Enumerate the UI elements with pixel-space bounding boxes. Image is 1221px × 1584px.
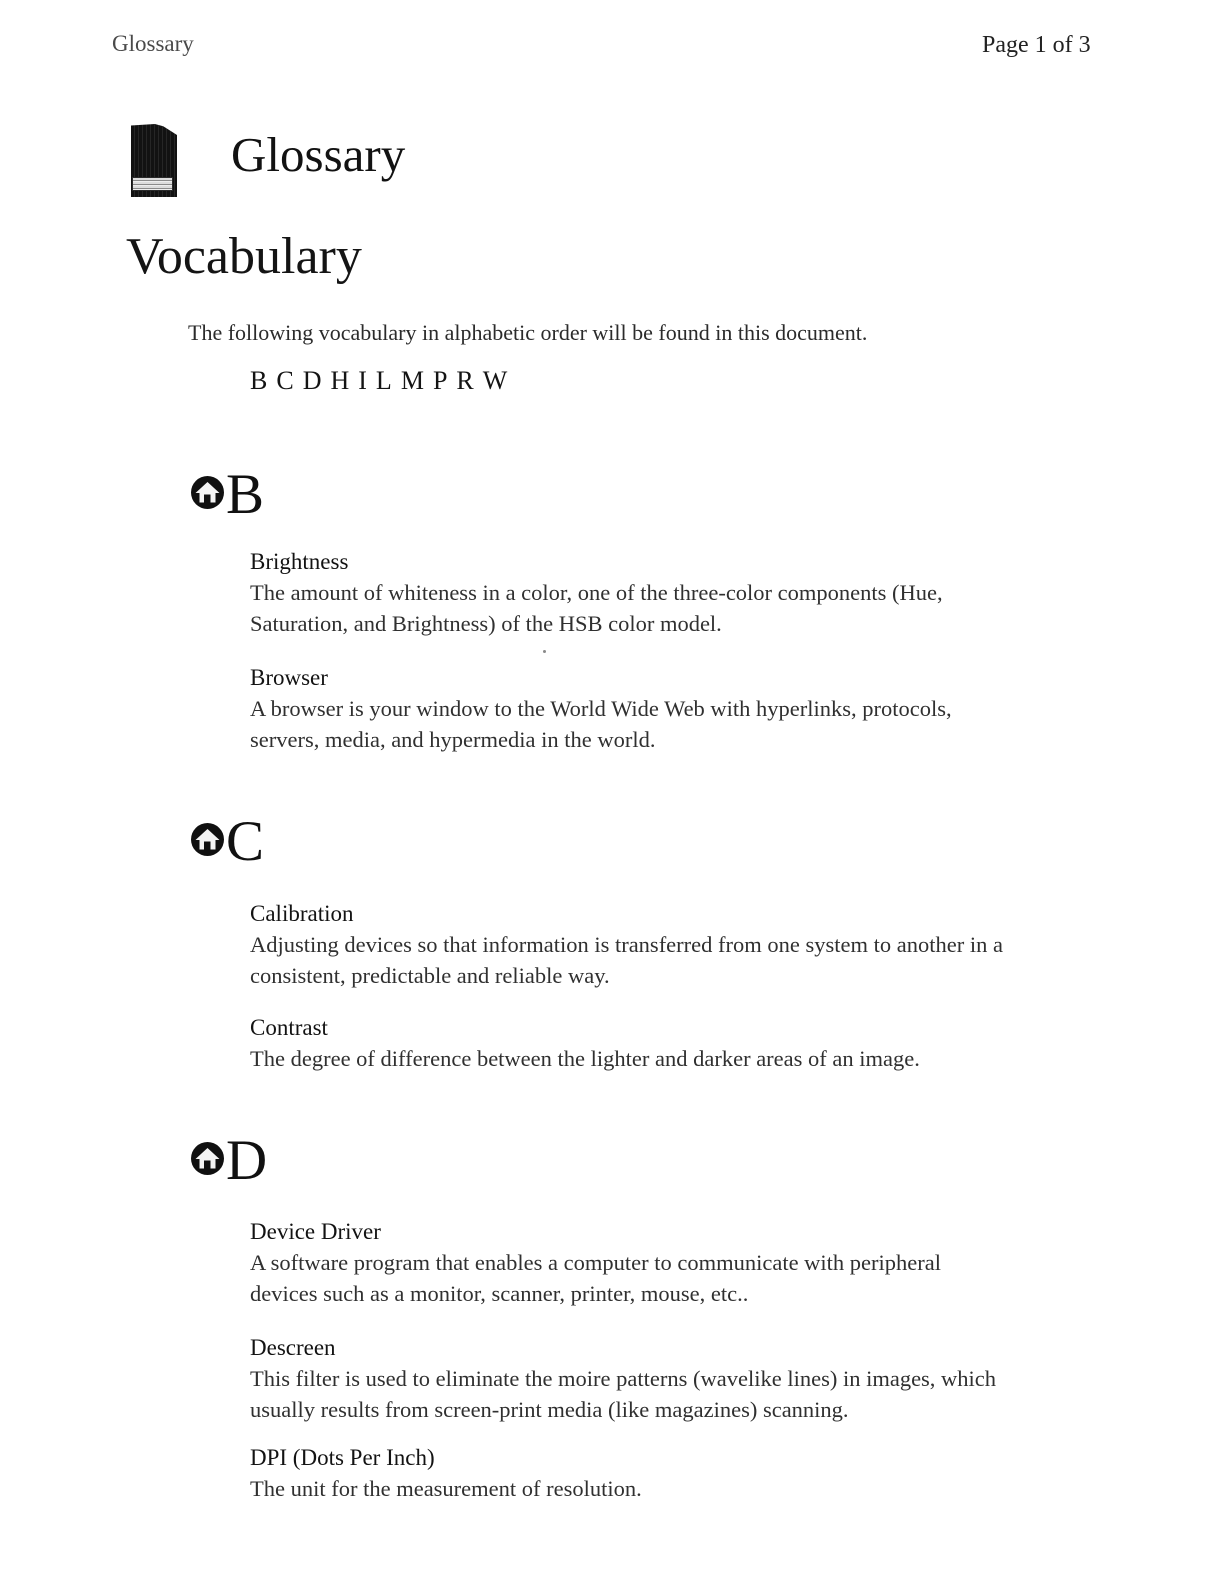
definition-line: A software program that enables a computer to communicate with peripheral: [250, 1250, 942, 1275]
term-label: Device Driver: [250, 1219, 381, 1244]
letter-index-link-w[interactable]: W: [482, 366, 508, 395]
letter-index-link-h[interactable]: H: [330, 366, 350, 395]
letter-index-link-i[interactable]: I: [358, 366, 367, 395]
book-icon: [131, 124, 177, 197]
document-title: Glossary: [231, 127, 406, 182]
letter-index-link-b[interactable]: B: [250, 366, 268, 395]
definition-line: Adjusting devices so that information is transferred from one system to another in a: [250, 932, 1003, 957]
letter-index-link-m[interactable]: M: [400, 366, 424, 395]
glossary-entry: [250, 546, 1025, 639]
glossary-entry: [250, 662, 1025, 755]
definition-line: The unit for the measurement of resolution.: [250, 1476, 642, 1501]
home-icon[interactable]: [190, 475, 225, 510]
definition-line: The amount of whiteness in a color, one of the three-color components (Hue,: [250, 580, 943, 605]
definition-line: devices such as a monitor, scanner, printer, mouse, etc..: [250, 1281, 749, 1306]
glossary-entry: [250, 1332, 1025, 1425]
definition-line: servers, media, and hypermedia in the world.: [250, 727, 656, 752]
section-letter: B: [226, 463, 265, 526]
page-title: Vocabulary: [126, 228, 362, 285]
letter-index-link-c[interactable]: C: [276, 366, 294, 395]
letter-index: [250, 366, 507, 396]
letter-index-link-l[interactable]: L: [375, 366, 392, 395]
letter-index-link-p[interactable]: P: [432, 366, 448, 395]
section-heading-b: [190, 461, 264, 528]
scan-artifact-dot: [543, 650, 546, 653]
home-icon[interactable]: [190, 822, 225, 857]
letter-index-link-d[interactable]: D: [302, 366, 322, 395]
term-label: Brightness: [250, 549, 349, 574]
section-heading-c: [190, 808, 264, 875]
home-icon[interactable]: [190, 1141, 225, 1176]
definition-line: usually results from screen-print media (like magazines) scanning.: [250, 1397, 849, 1422]
book-icon-label-band: [133, 178, 172, 190]
section-heading-d: [190, 1127, 267, 1194]
letter-index-link-r[interactable]: R: [456, 366, 474, 395]
term-label: Contrast: [250, 1015, 328, 1040]
term-label: Calibration: [250, 901, 354, 926]
glossary-entry: [250, 1216, 1025, 1309]
section-letter: C: [226, 810, 265, 873]
definition-line: Saturation, and Brightness) of the HSB color model.: [250, 611, 722, 636]
running-header-title: Glossary: [112, 31, 194, 56]
term-label: Browser: [250, 665, 328, 690]
section-letter: D: [226, 1129, 268, 1192]
definition-line: consistent, predictable and reliable way.: [250, 963, 610, 988]
term-label: Descreen: [250, 1335, 336, 1360]
intro-paragraph: The following vocabulary in alphabetic order will be found in this document.: [188, 320, 868, 345]
glossary-entry: [250, 1012, 1025, 1074]
glossary-entry: [250, 898, 1025, 991]
definition-line: The degree of difference between the lighter and darker areas of an image.: [250, 1046, 920, 1071]
glossary-entry: [250, 1442, 1025, 1504]
definition-line: A browser is your window to the World Wide Web with hyperlinks, protocols,: [250, 696, 952, 721]
page-number: Page 1 of 3: [982, 32, 1091, 58]
definition-line: This filter is used to eliminate the moire patterns (wavelike lines) in images, which: [250, 1366, 997, 1391]
term-label: DPI (Dots Per Inch): [250, 1445, 435, 1470]
